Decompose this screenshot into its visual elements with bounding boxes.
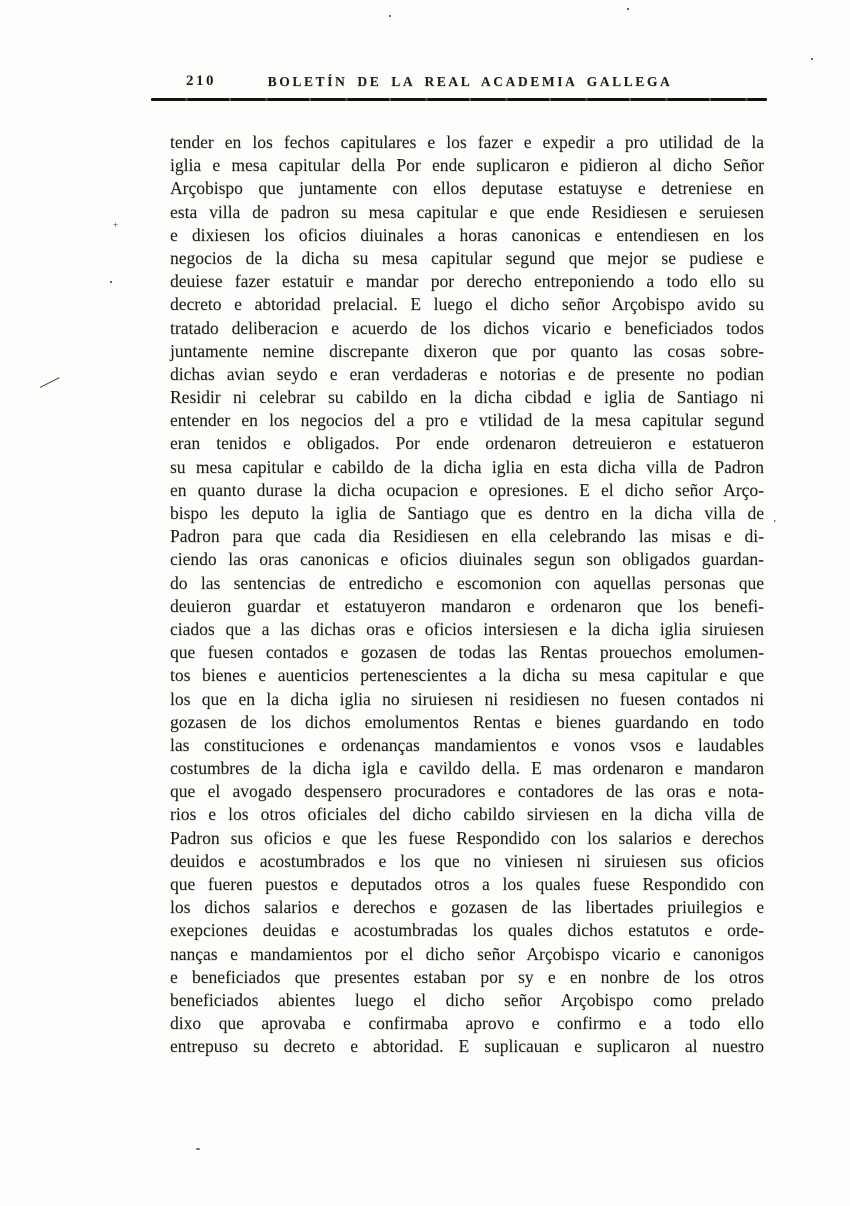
- text-line: que fuesen contados e gozasen de todas las Rentas prouechos emolumen-: [170, 642, 764, 663]
- journal-title: BOLETÍN DE LA REAL ACADEMIA GALLEGA: [267, 74, 673, 89]
- text-line: las constituciones e ordenanças mandamientos e vonos vsos e laudables: [170, 734, 764, 755]
- text-line: tratado deliberacion e acuerdo de los dichos vicario e beneficiados todos: [170, 317, 764, 338]
- text-line: entender en los negocios del a pro e vtilidad de la mesa capitular segund: [170, 410, 764, 431]
- text-line: costumbres de la dicha igla e cavildo della. E mas ordenaron e mandaron: [170, 758, 764, 779]
- text-line: su mesa capitular e cabildo de la dicha iglia en esta dicha villa de Padron: [170, 456, 764, 477]
- text-line: ciados que a las dichas oras e oficios intersiesen e la dicha iglia siruiesen: [170, 618, 764, 639]
- text-line: Padron para que cada dia Residiesen en ella celebrando las misas e di-: [170, 526, 764, 547]
- text-line: que el avogado despensero procuradores e contadores de las oras e nota-: [170, 781, 764, 802]
- text-line: negocios de la dicha su mesa capitular segund que mejor se pudiese e: [170, 247, 764, 268]
- text-line: dixo que aprovaba e confirmaba aprovo e confirmo e a todo ello: [170, 1013, 764, 1034]
- text-line: esta villa de padron su mesa capitular e que ende Residiesen e seruiesen: [170, 201, 764, 222]
- text-line: e beneficiados que presentes estaban por sy e en nonbre de los otros: [170, 966, 764, 987]
- text-line: dichas avian seydo e eran verdaderas e notorias e de presente no podian: [170, 363, 764, 384]
- text-line: deuiese fazer estatuir e mandar por derecho entreponiendo a todo ello su: [170, 271, 764, 292]
- margin-pen-stroke: [40, 377, 60, 388]
- text-line: nanças e mandamientos por el dicho señor Arçobispo vicario e canonigos: [170, 943, 764, 964]
- scan-speck: [110, 281, 112, 283]
- body-text: [170, 131, 764, 1059]
- margin-plus-mark: +: [113, 220, 119, 230]
- text-line: entrepuso su decreto e abtoridad. E suplicauan e suplicaron al nuestro: [170, 1036, 764, 1057]
- text-line: Arçobispo que juntamente con ellos deputase estatuyse e detreniese en: [170, 178, 764, 199]
- margin-tick-mark: ʼ: [773, 519, 777, 530]
- text-line: iglia e mesa capitular della Por ende suplicaron e pidieron al dicho Señor: [170, 155, 764, 176]
- text-line: en quanto durase la dicha ocupacion e opresiones. E el dicho señor Arço-: [170, 479, 764, 500]
- page-number: 210: [186, 73, 216, 89]
- text-line: Padron sus oficios e que les fuese Respondido con los salarios e derechos: [170, 827, 764, 848]
- scan-speck: [811, 58, 813, 60]
- scan-speck: [196, 1148, 200, 1150]
- text-line: los dichos salarios e derechos e gozasen de las libertades priuilegios e: [170, 897, 764, 918]
- text-line: decreto e abtoridad prelacial. E luego el dicho señor Arçobispo avido su: [170, 294, 764, 315]
- text-line: juntamente nemine discrepante dixeron que por quanto las cosas sobre-: [170, 340, 764, 361]
- text-line: eran tenidos e obligados. Por ende ordenaron detreuieron e estatueron: [170, 433, 764, 454]
- text-line: exepciones deuidas e acostumbradas los quales dichos estatutos e orde-: [170, 920, 764, 941]
- text-line: gozasen de los dichos emolumentos Rentas e bienes guardando en todo: [170, 711, 764, 732]
- text-line: ciendo las oras canonicas e oficios diuinales segun son obligados guardan-: [170, 549, 764, 570]
- text-line: los que en la dicha iglia no siruiesen ni residiesen no fuesen contados ni: [170, 688, 764, 709]
- scan-speck: [627, 8, 629, 10]
- text-line: bispo les deputo la iglia de Santiago que es dentro en la dicha villa de: [170, 503, 764, 523]
- text-line: do las sentencias de entredicho e escomonion con aquellas personas que: [170, 572, 764, 593]
- text-line: rios e los otros oficiales del dicho cabildo sirviesen en la dicha villa de: [170, 804, 764, 825]
- text-line: Residir ni celebrar su cabildo en la dicha cibdad e iglia de Santiago ni: [170, 387, 764, 408]
- header-rule: [151, 98, 767, 101]
- text-line: deuidos e acostumbrados e los que no viniesen ni siruiesen sus oficios: [170, 850, 764, 871]
- text-line: e dixiesen los oficios diuinales a horas canonicas e entendiesen en los: [170, 224, 764, 245]
- text-line: beneficiados abientes luego el dicho señor Arçobispo como prelado: [170, 989, 764, 1010]
- text-line: deuieron guardar et estatuyeron mandaron e ordenaron que los benefi-: [170, 595, 764, 616]
- text-line: que fueren puestos e deputados otros a los quales fuese Respondido con: [170, 874, 764, 894]
- text-line: tos bienes e auenticios pertenescientes a la dicha su mesa capitular e que: [170, 665, 764, 686]
- text-line: tender en los fechos capitulares e los fazer e expedir a pro utilidad de la: [170, 132, 764, 152]
- scan-speck: [389, 15, 391, 17]
